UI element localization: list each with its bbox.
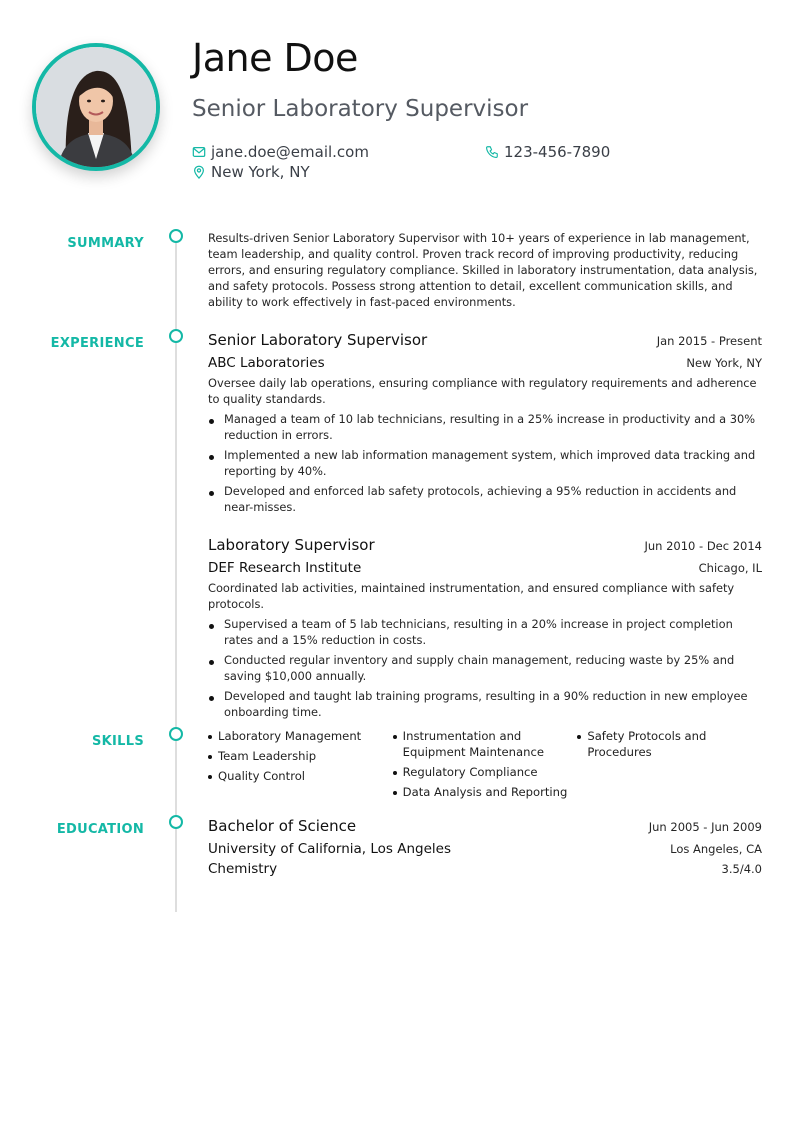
candidate-name: Jane Doe	[192, 36, 358, 80]
timeline-dot-skills	[169, 727, 183, 741]
contact-location	[192, 163, 310, 181]
contact-email-text: jane.doe@email.com	[211, 143, 369, 161]
education-major: Chemistry	[208, 861, 278, 877]
experience-dates: Jun 2010 - Dec 2014	[644, 539, 762, 553]
mail-icon	[192, 145, 206, 159]
candidate-title: Senior Laboratory Supervisor	[192, 96, 529, 122]
skill-item: Laboratory Management	[208, 728, 393, 744]
profile-photo-illustration	[36, 47, 156, 167]
section-label-education: EDUCATION	[56, 822, 144, 837]
section-label-experience: EXPERIENCE	[50, 336, 144, 351]
summary-text: Results-driven Senior Laboratory Supervisor with 10+ years of experience in lab management, team leadership, and quality control. Proven track record of improving productivity, reducing errors, and ensuring regulatory compliance. Skilled in laboratory instrumentation, data analysis, and safety protocols. Possess strong attention to detail, excellent communication skills, and ability to work effectively in fast-paced environments.	[208, 231, 758, 309]
skill-item: Safety Protocols and Procedures	[577, 728, 762, 760]
experience-location: New York, NY	[686, 356, 762, 370]
education-degree: Bachelor of Science	[208, 817, 357, 835]
experience-entry	[208, 536, 762, 724]
section-label-summary: SUMMARY	[67, 236, 144, 251]
summary-section	[208, 230, 762, 310]
experience-role: Senior Laboratory Supervisor	[208, 331, 428, 349]
experience-description: Coordinated lab activities, maintained instrumentation, and ensured compliance with safety protocols.	[208, 581, 735, 611]
experience-location: Chicago, IL	[698, 561, 762, 575]
experience-role: Laboratory Supervisor	[208, 536, 375, 554]
education-gpa: 3.5/4.0	[721, 862, 762, 876]
skill-item: Team Leadership	[208, 748, 393, 764]
skills-column	[208, 728, 393, 804]
experience-entry	[208, 331, 762, 519]
section-label-skills: SKILLS	[91, 734, 144, 749]
experience-description: Oversee daily lab operations, ensuring compliance with regulatory requirements and adherence to quality standards.	[208, 376, 757, 406]
experience-dates: Jan 2015 - Present	[656, 334, 762, 348]
experience-bullet: Developed and enforced lab safety protocols, achieving a 95% reduction in accidents and near-misses.	[208, 483, 762, 515]
contact-phone-text: 123-456-7890	[504, 143, 611, 161]
experience-bullet: Implemented a new lab information management system, which improved data tracking and reporting by 40%.	[208, 447, 762, 479]
experience-company: DEF Research Institute	[208, 560, 362, 576]
timeline-dot-summary	[169, 229, 183, 243]
experience-bullet: Conducted regular inventory and supply chain management, reducing waste by 25% and saving $10,000 annually.	[208, 652, 762, 684]
skill-item: Quality Control	[208, 768, 393, 784]
skill-item: Data Analysis and Reporting	[393, 784, 578, 800]
education-school: University of California, Los Angeles	[208, 841, 452, 857]
skills-column	[577, 728, 762, 804]
experience-bullets	[208, 411, 762, 515]
timeline-dot-experience	[169, 329, 183, 343]
phone-icon	[485, 145, 499, 159]
education-dates: Jun 2005 - Jun 2009	[648, 820, 762, 834]
education-entry	[208, 817, 762, 877]
skill-item: Instrumentation and Equipment Maintenance	[393, 728, 578, 760]
experience-bullets	[208, 616, 762, 720]
skills-section	[208, 728, 762, 804]
experience-bullet: Supervised a team of 5 lab technicians, resulting in a 20% increase in project completion rates and a 15% reduction in costs.	[208, 616, 762, 648]
contact-location-text: New York, NY	[211, 163, 310, 181]
contact-phone[interactable]	[485, 143, 610, 161]
skills-column	[393, 728, 578, 804]
skill-item: Regulatory Compliance	[393, 764, 578, 780]
experience-bullet: Managed a team of 10 lab technicians, resulting in a 25% increase in productivity and a 30% reduction in errors.	[208, 411, 762, 443]
profile-photo	[32, 43, 160, 171]
timeline-dot-education	[169, 815, 183, 829]
experience-company: ABC Laboratories	[208, 355, 325, 371]
map-pin-icon	[192, 165, 206, 179]
contact-email[interactable]	[192, 143, 369, 161]
education-location: Los Angeles, CA	[670, 842, 762, 856]
experience-bullet: Developed and taught lab training programs, resulting in a 90% reduction in new employee onboarding time.	[208, 688, 762, 720]
